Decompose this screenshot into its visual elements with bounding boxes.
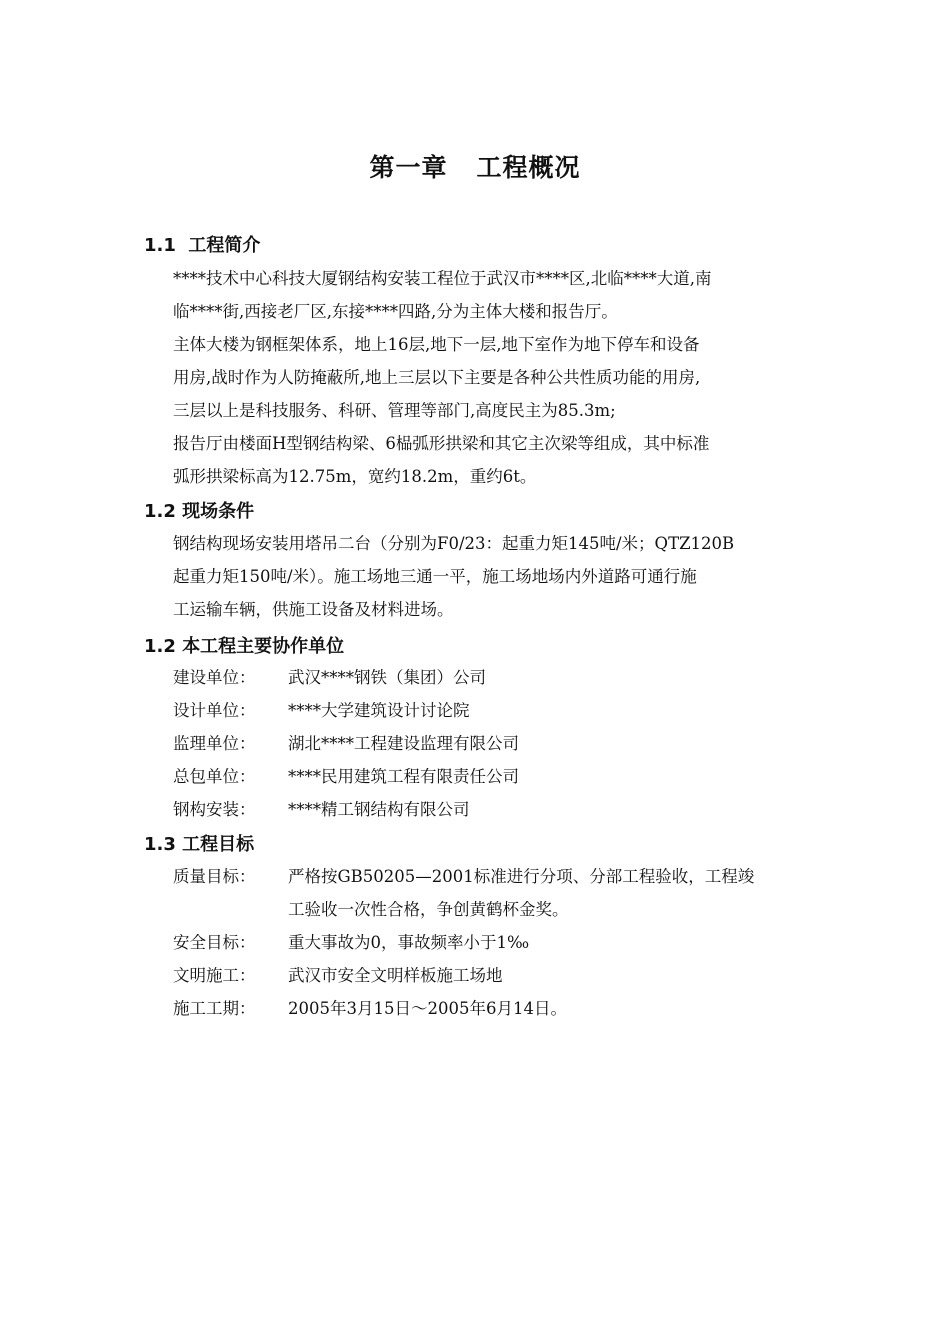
unit-value: ****大学建筑设计讨论院	[288, 701, 470, 720]
goal-value-line: 工验收一次性合格，争创黄鹤杯金奖。	[288, 900, 569, 919]
site-line: 起重力矩150吨/米）。施工场地三通一平，施工场地场内外道路可通行施	[173, 567, 697, 586]
goal-value-line: 2005年3月15日～2005年6月14日。	[288, 999, 567, 1018]
unit-value: 武汉****钢铁（集团）公司	[288, 668, 486, 687]
unit-value: 湖北****工程建设监理有限公司	[288, 734, 519, 753]
goal-value	[288, 926, 818, 959]
unit-value: ****民用建筑工程有限责任公司	[288, 767, 519, 786]
overview-line: 主体大楼为钢框架体系，地上16层,地下一层,地下室作为地下停车和设备	[173, 335, 700, 354]
overview-line: 用房,战时作为人防掩蔽所,地上三层以下主要是各种公共性质功能的用房,	[173, 368, 701, 387]
overview-line: 弧形拱梁标高为12.75m，宽约18.2m，重约6t。	[173, 467, 537, 486]
unit-label: 钢构安装：	[173, 800, 256, 819]
goal-value	[288, 959, 818, 992]
overview-line: 临****街,西接老厂区,东接****四路,分为主体大楼和报告厅。	[173, 302, 618, 321]
goal-label: 文明施工：	[173, 966, 256, 985]
unit-label: 设计单位：	[173, 701, 256, 720]
unit-label: 建设单位：	[173, 668, 256, 687]
goal-value	[288, 992, 818, 1025]
goal-value-line: 重大事故为0，事故频率小于1‰	[288, 933, 530, 952]
overview-line: 三层以上是科技服务、科研、管理等部门,高度民主为85.3m;	[173, 401, 616, 420]
site-paragraph	[173, 527, 813, 626]
unit-label: 总包单位：	[173, 767, 256, 786]
chapter-title: 第一章 工程概况	[369, 153, 581, 182]
overview-line: ****技术中心科技大厦钢结构安装工程位于武汉市****区,北临****大道,南	[173, 269, 712, 288]
section-heading-goals: 1.3 工程目标	[144, 834, 255, 855]
goal-value	[288, 860, 818, 926]
section-heading-site: 1.2 现场条件	[144, 501, 255, 522]
unit-label: 监理单位：	[173, 734, 256, 753]
goal-value-line: 武汉市安全文明样板施工场地	[288, 966, 503, 985]
section-heading-overview: 1.1 工程简介	[144, 235, 261, 256]
goal-value-line: 严格按GB50205—2001标准进行分项、分部工程验收，工程竣	[288, 867, 755, 886]
overview-paragraph	[173, 262, 813, 493]
goal-label: 质量目标：	[173, 867, 256, 886]
goal-label: 施工工期：	[173, 999, 256, 1018]
site-line: 工运输车辆，供施工设备及材料进场。	[173, 600, 454, 619]
site-line: 钢结构现场安装用塔吊二台（分别为F0/23：起重力矩145吨/米；QTZ120B	[173, 534, 735, 553]
section-heading-units: 1.2 本工程主要协作单位	[144, 636, 345, 657]
goal-label: 安全目标：	[173, 933, 256, 952]
unit-value: ****精工钢结构有限公司	[288, 800, 470, 819]
overview-line: 报告厅由楼面H型钢结构梁、6榀弧形拱梁和其它主次梁等组成，其中标准	[173, 434, 710, 453]
